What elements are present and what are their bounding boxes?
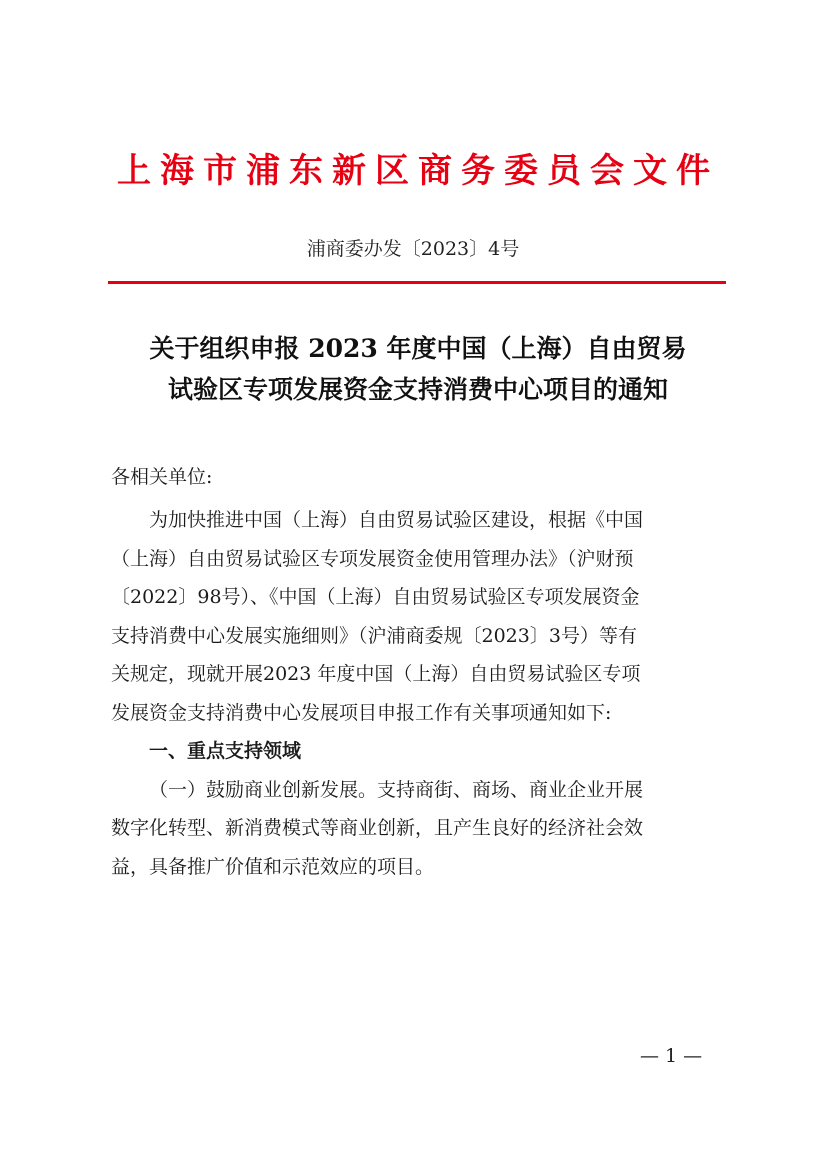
document-body xyxy=(111,501,721,886)
document-title-line-2: 试验区专项发展资金支持消费中心项目的通知 xyxy=(167,375,668,404)
paragraph-1-line: 支持消费中心发展实施细则》（沪浦商委规〔2023〕3号）等有 xyxy=(111,624,637,647)
section-heading-1: 一、重点支持领域 xyxy=(149,740,302,762)
issuing-authority-header: 上海市浦东新区商务委员会文件 xyxy=(117,151,719,191)
salutation: 各相关单位: xyxy=(111,466,213,488)
paragraph-1-line: 〔2022〕98号）、《中国（上海）自由贸易试验区专项发展资金 xyxy=(111,586,640,608)
paragraph-2-line: 数字化转型、新消费模式等商业创新，且产生良好的经济社会效 xyxy=(111,817,644,839)
paragraph-2-line: （一）鼓励商业创新发展。支持商街、商场、商业企业开展 xyxy=(149,778,644,801)
paragraph-2-line: 益，具备推广价值和示范效应的项目。 xyxy=(111,855,435,878)
document-title xyxy=(108,328,728,410)
document-title-line-1: 关于组织申报 2023 年度中国（上海）自由贸易 xyxy=(149,334,687,363)
paragraph-1-line: 发展资金支持消费中心发展项目申报工作有关事项通知如下: xyxy=(111,701,612,724)
paragraph-1-line: 关规定，现就开展2023 年度中国（上海）自由贸易试验区专项 xyxy=(111,663,641,685)
document-number: 浦商委办发〔2023〕4号 xyxy=(306,238,520,260)
red-separator-line xyxy=(108,281,726,284)
paragraph-1-line: 为加快推进中国（上海）自由贸易试验区建设，根据《中国 xyxy=(149,509,644,531)
page-number: — 1 — xyxy=(640,1045,703,1067)
paragraph-1-line: （上海）自由贸易试验区专项发展资金使用管理办法》（沪财预 xyxy=(111,547,634,570)
